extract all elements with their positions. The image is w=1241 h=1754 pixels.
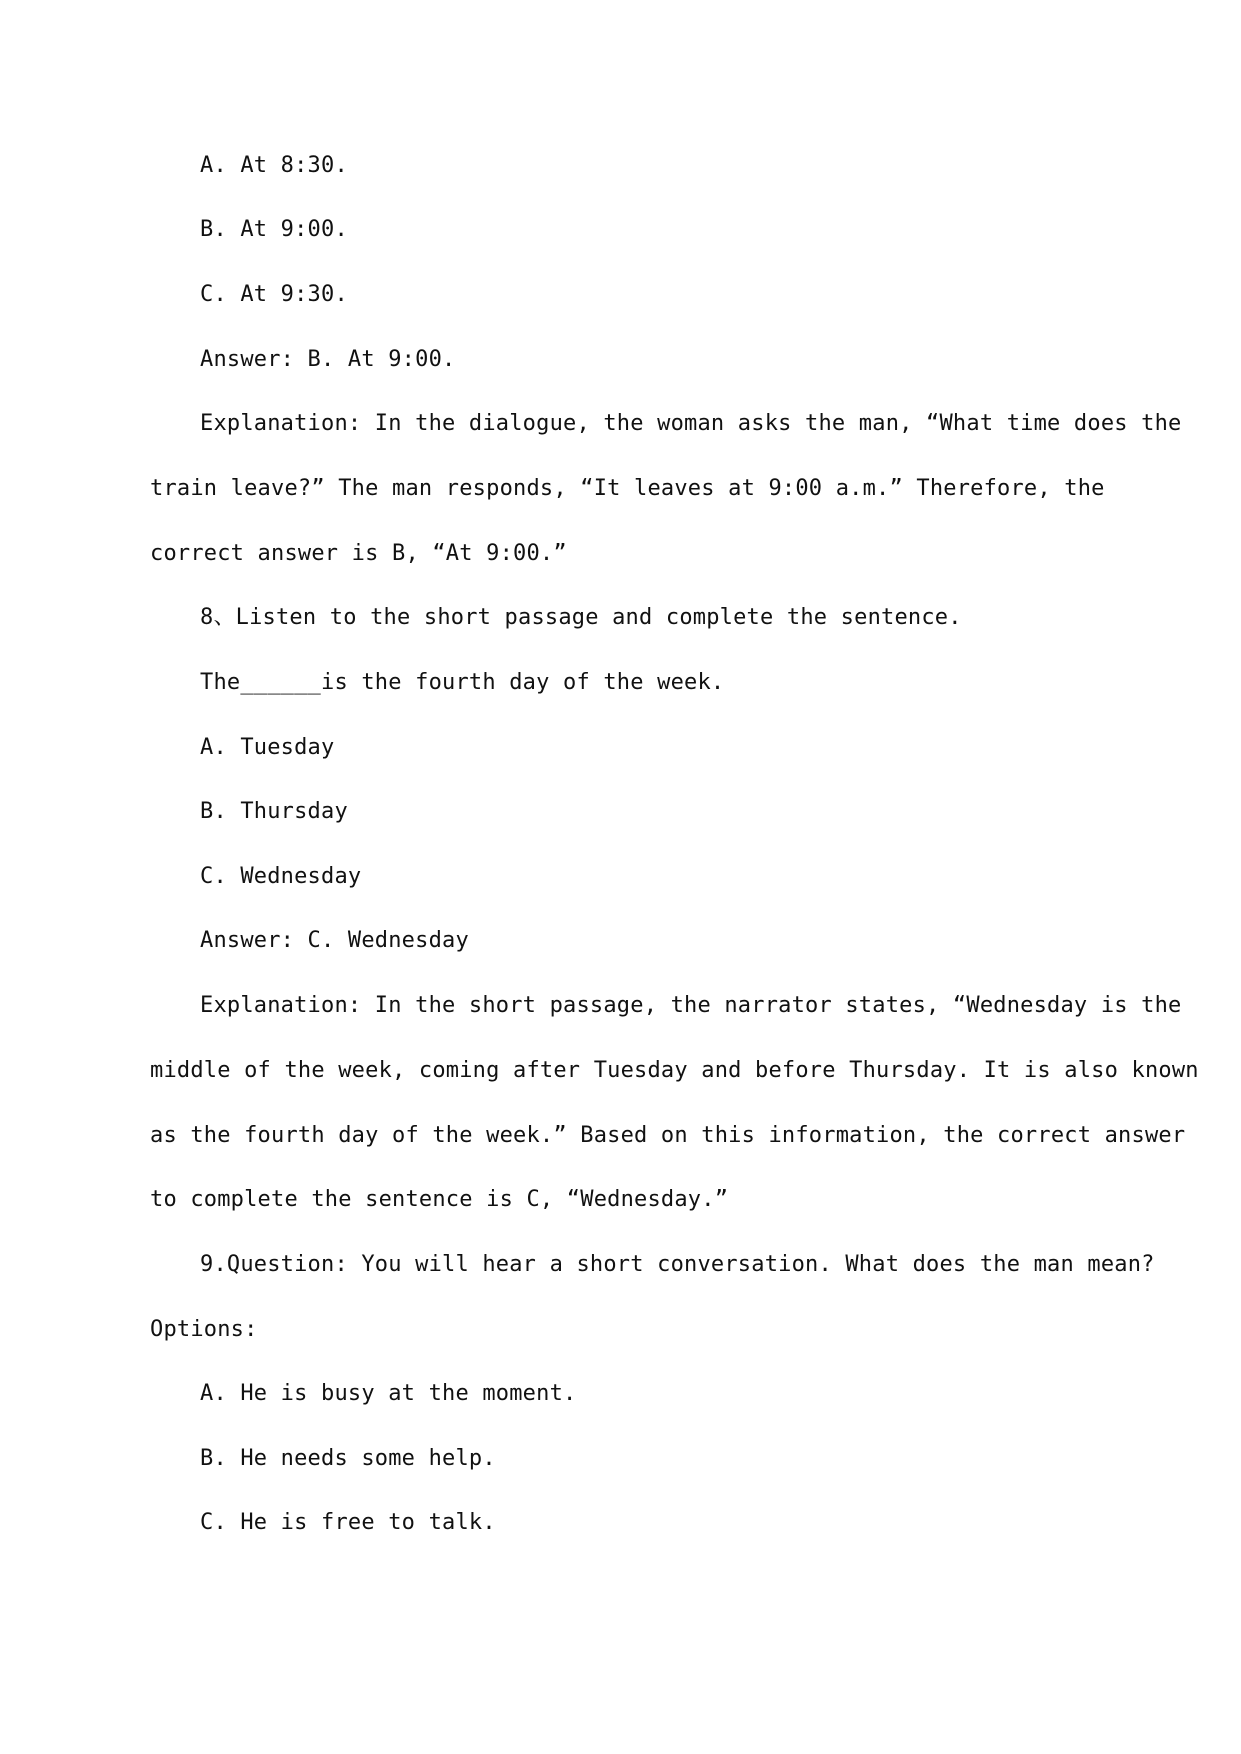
q7-explanation-line-1: Explanation: In the dialogue, the woman asks the man, “What time does the: [200, 411, 1182, 436]
q8-option-b: B. Thursday: [200, 799, 348, 824]
q8-sentence: The______is the fourth day of the week.: [200, 670, 725, 695]
q8-answer: Answer: C. Wednesday: [200, 928, 469, 953]
q7-answer: Answer: B. At 9:00.: [200, 347, 456, 372]
q9-question-line-1: 9.Question: You will hear a short conversation. What does the man mean?: [200, 1252, 1155, 1277]
q7-explanation-line-2: train leave?” The man responds, “It leaves at 9:00 a.m.” Therefore, the: [150, 476, 1105, 501]
q7-option-b: B. At 9:00.: [200, 217, 348, 242]
q8-option-a: A. Tuesday: [200, 735, 335, 760]
q8-explanation-line-3: as the fourth day of the week.” Based on this information, the correct answer: [150, 1123, 1186, 1148]
q8-explanation-line-1: Explanation: In the short passage, the narrator states, “Wednesday is the: [200, 993, 1182, 1018]
q8-explanation-line-4: to complete the sentence is C, “Wednesday.”: [150, 1187, 729, 1212]
q8-prompt: 8、Listen to the short passage and complete the sentence.: [200, 605, 962, 630]
q7-option-c: C. At 9:30.: [200, 282, 348, 307]
q8-option-c: C. Wednesday: [200, 864, 362, 889]
q9-options-label: Options:: [150, 1317, 258, 1342]
q7-explanation-line-3: correct answer is B, “At 9:00.”: [150, 541, 567, 566]
q9-option-b: B. He needs some help.: [200, 1446, 496, 1471]
q7-option-a: A. At 8:30.: [200, 153, 348, 178]
q9-option-c: C. He is free to talk.: [200, 1510, 496, 1535]
q8-explanation-line-2: middle of the week, coming after Tuesday and before Thursday. It is also known: [150, 1058, 1199, 1083]
q9-option-a: A. He is busy at the moment.: [200, 1381, 577, 1406]
